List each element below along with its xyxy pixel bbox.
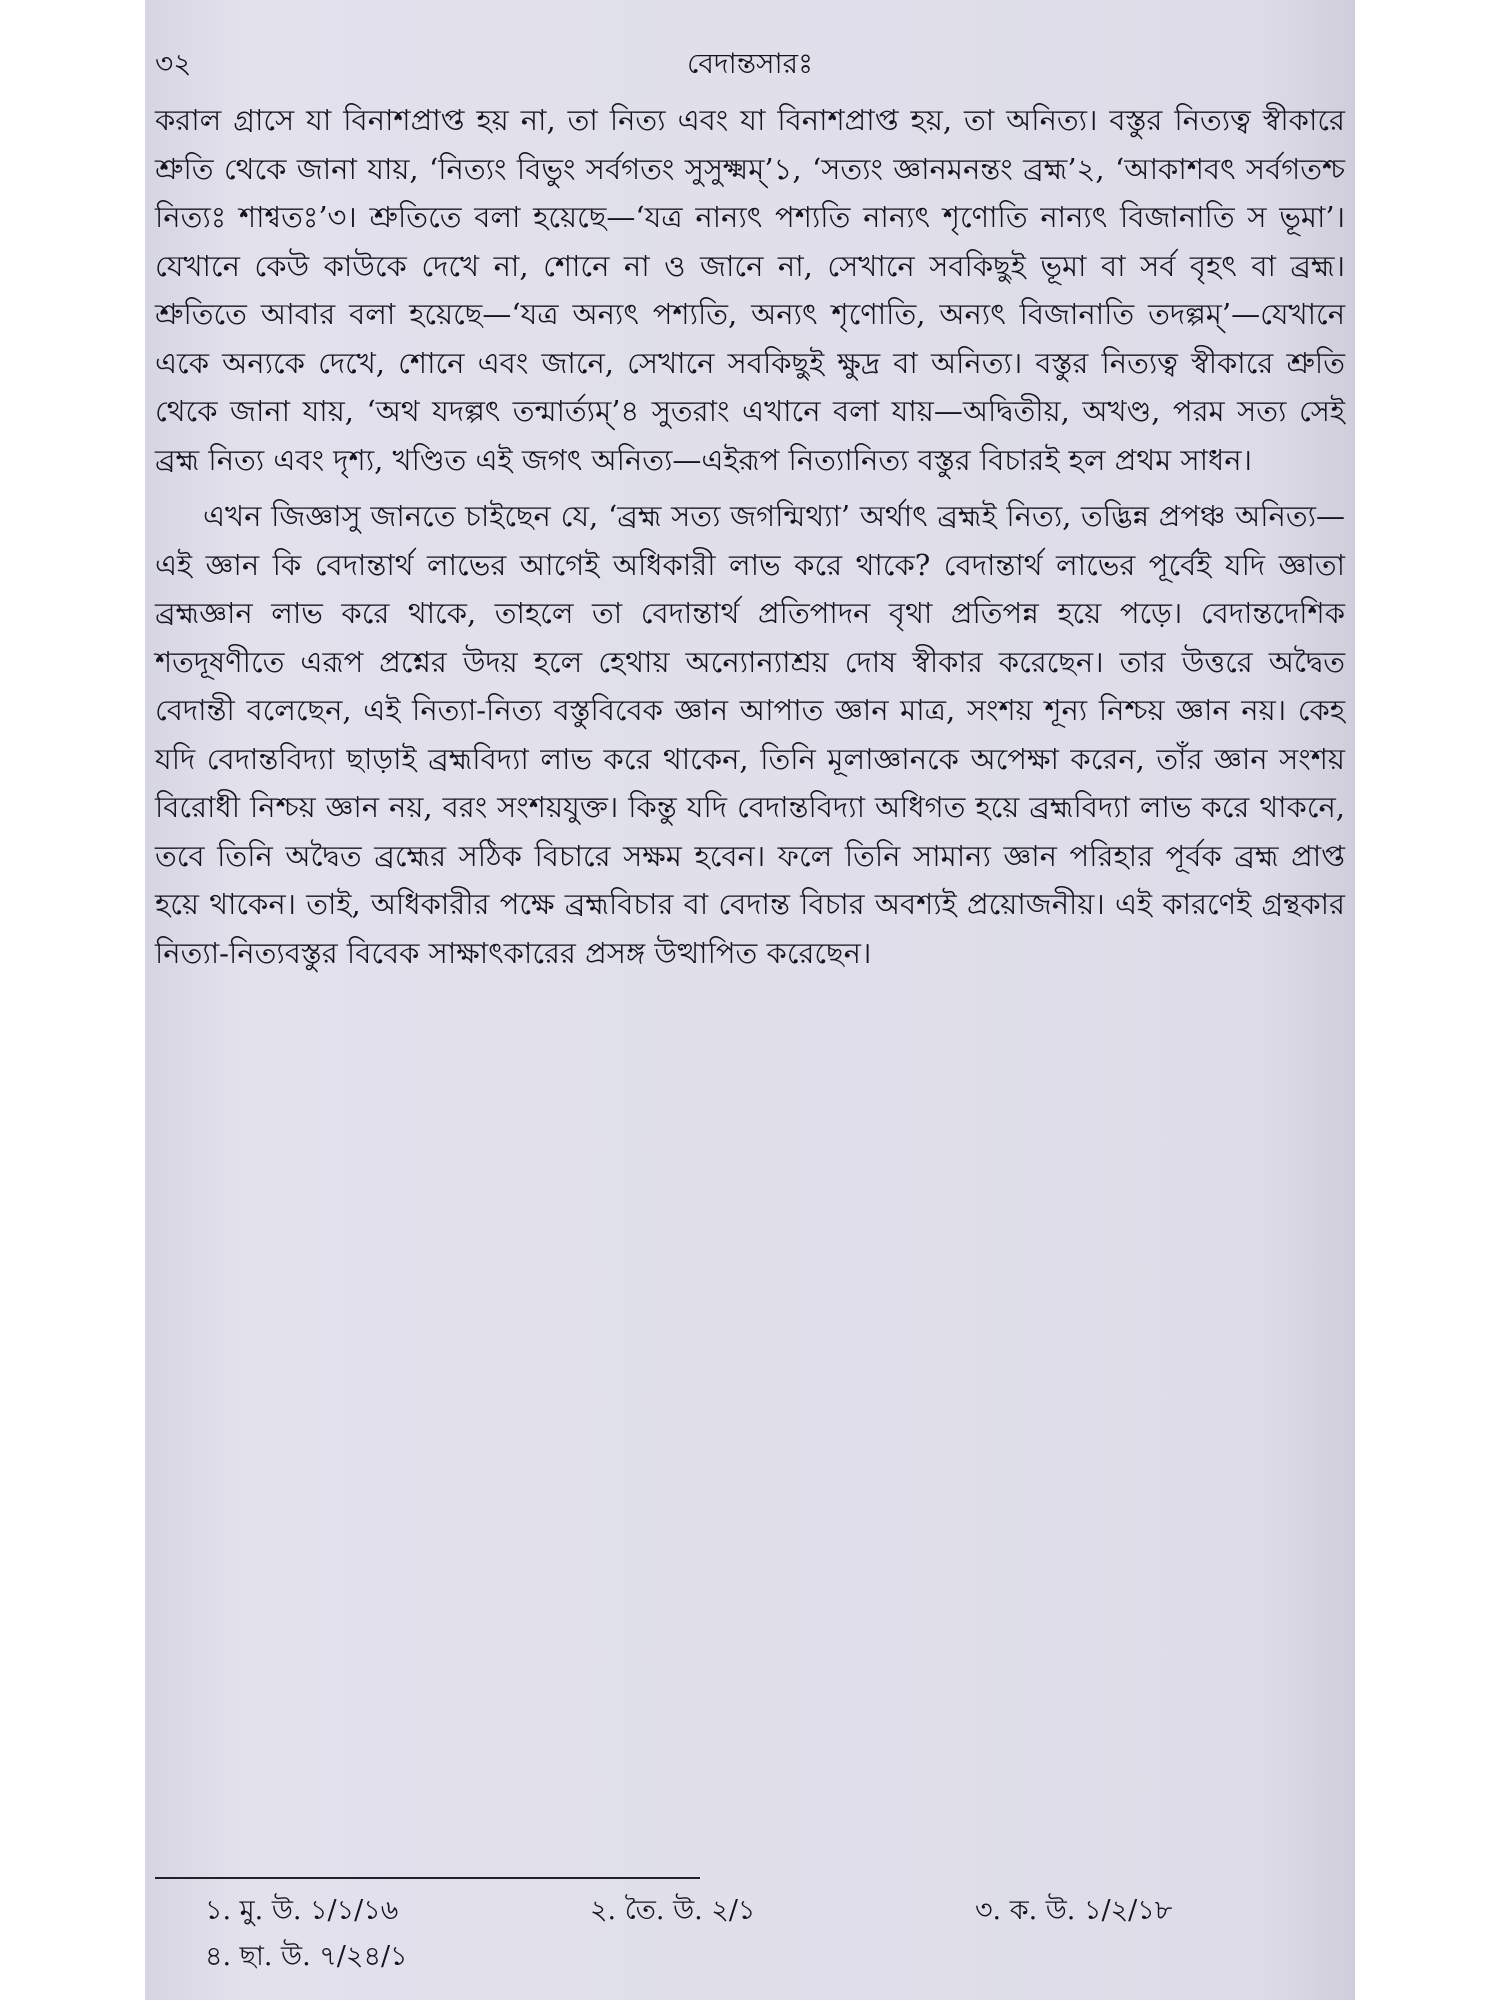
footnote-row — [205, 1934, 1295, 1980]
paragraph-1: করাল গ্রাসে যা বিনাশপ্রাপ্ত হয় না, তা নিত্য এবং যা বিনাশপ্রাপ্ত হয়, তা অনিত্য। বস্তুর নিত্যত্ব স্বীকারে শ্রুতি থেকে জানা যায়, ‘নিত্যং বিভুং সর্বগতং সুসুক্ষ্মম্’১, ‘সত্যং জ্ঞানমনন্তং ব্রহ্ম’২, ‘আকাশবৎ সর্বগতশ্চ নিত্যঃ শাশ্বতঃ’৩। শ্রুতিতে বলা হয়েছে—‘যত্র নান্যৎ পশ্যতি নান্যৎ শৃণোতি নান্যৎ বিজানাতি স ভূমা’। যেখানে কেউ কাউকে দেখে না, শোনে না ও জানে না, সেখানে সবকিছুই ভূমা বা সর্ব বৃহৎ বা ব্রহ্ম। শ্রুতিতে আবার বলা হয়েছে—‘যত্র অন্যৎ পশ্যতি, অন্যৎ শৃণোতি, অন্যৎ বিজানাতি তদল্পম্’—যেখানে একে অন্যকে দেখে, শোনে এবং জানে, সেখানে সবকিছুই ক্ষুদ্র বা অনিত্য। বস্তুর নিত্যত্ব স্বীকারে শ্রুতি থেকে জানা যায়, ‘অথ যদল্পৎ তন্মার্ত্যম্’৪ সুতরাং এখানে বলা যায়—অদ্বিতীয়, অখণ্ড, পরম সত্য সেই ব্রহ্ম নিত্য এবং দৃশ্য, খণ্ডিত এই জগৎ অনিত্য—এইরূপ নিত্যানিত্য বস্তুর বিচারই হল প্রথম সাধন। — [155, 103, 1345, 477]
footnote-2: ২. তৈ. উ. ২/১ — [590, 1895, 756, 1926]
footnote-row — [205, 1888, 1295, 1934]
footnote-divider — [155, 1877, 700, 1879]
running-title: বেদান্তসারঃ — [686, 47, 814, 80]
footnote-1: ১. মু. উ. ১/১/১৬ — [205, 1895, 399, 1926]
paragraph-2: এখন জিজ্ঞাসু জানতে চাইছেন যে, ‘ব্রহ্ম সত্য জগন্মিথ্যা’ অর্থাৎ ব্রহ্মই নিত্য, তদ্ভিন্ন প্রপঞ্চ অনিত্য—এই জ্ঞান কি বেদান্তার্থ লাভের আগেই অধিকারী লাভ করে থাকে? বেদান্তার্থ লাভের পূর্বেই যদি জ্ঞাতা ব্রহ্মজ্ঞান লাভ করে থাকে, তাহলে তা বেদান্তার্থ প্রতিপাদন বৃথা প্রতিপন্ন হয়ে পড়ে। বেদান্তদেশিক শতদূষণীতে এরূপ প্রশ্নের উদয় হলে হেথায় অন্যোন্যাশ্রয় দোষ স্বীকার করেছেন। তার উত্তরে অদ্বৈত বেদান্তী বলেছেন, এই নিত্যা-নিত্য বস্তুবিবেক জ্ঞান আপাত জ্ঞান মাত্র, সংশয় শূন্য নিশ্চয় জ্ঞান নয়। কেহ যদি বেদান্তবিদ্যা ছাড়াই ব্রহ্মবিদ্যা লাভ করে থাকেন, তিনি মূলাজ্ঞানকে অপেক্ষা করেন, তাঁর জ্ঞান সংশয় বিরোধী নিশ্চয় জ্ঞান নয়, বরং সংশয়যুক্ত। কিন্তু যদি বেদান্তবিদ্যা অধিগত হয়ে ব্রহ্মবিদ্যা লাভ করে থাকনে, তবে তিনি অদ্বৈত ব্রহ্মের সঠিক বিচারে সক্ষম হবেন। ফলে তিনি সামান্য জ্ঞান পরিহার পূর্বক ব্রহ্ম প্রাপ্ত হয়ে থাকেন। তাই, অধিকারীর পক্ষে ব্রহ্মবিচার বা বেদান্ত বিচার অবশ্যই প্রয়োজনীয়। এই কারণেই গ্রন্থকার নিত্যা-নিত্যবস্তুর বিবেক সাক্ষাৎকারের প্রসঙ্গ উত্থাপিত করেছেন। — [155, 499, 1345, 970]
page-header — [155, 42, 1345, 82]
page-number: ৩২ — [155, 47, 192, 80]
main-text — [155, 96, 1345, 985]
book-page — [145, 0, 1355, 2000]
footnote-3: ৩. ক. উ. ১/২/১৮ — [975, 1895, 1173, 1926]
footnote-4: ৪. ছা. উ. ৭/২৪/১ — [205, 1941, 408, 1972]
footnotes — [205, 1888, 1295, 1980]
